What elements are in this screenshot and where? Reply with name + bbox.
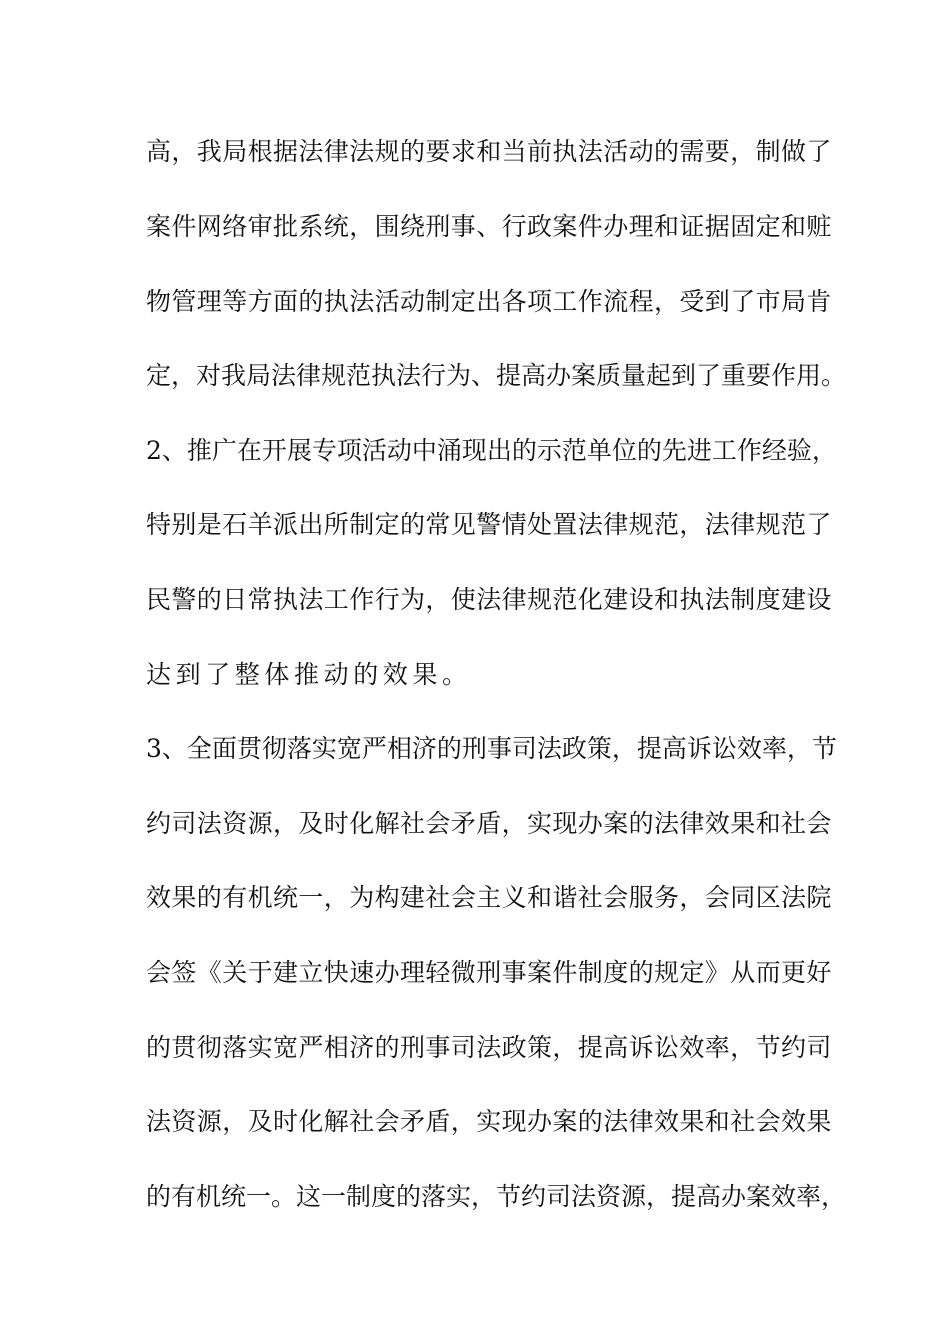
text-line: 3、全面贯彻落实宽严相济的刑事司法政策，提高诉讼效率，节 xyxy=(146,734,837,763)
text-line: 效果的有机统一，为构建社会主义和谐社会服务，会同区法院 xyxy=(146,883,832,912)
text-line: 高，我局根据法律法规的要求和当前执法活动的需要，制做了 xyxy=(146,137,832,166)
text-line: 民警的日常执法工作行为，使法律规范化建设和执法制度建设 xyxy=(146,585,832,614)
text-line: 案件网络审批系统，围绕刑事、行政案件办理和证据固定和赃 xyxy=(146,212,832,241)
text-line: 物管理等方面的执法活动制定出各项工作流程，受到了市局肯 xyxy=(146,287,832,316)
text-line: 的有机统一。这一制度的落实，节约司法资源，提高办案效率， xyxy=(146,1182,847,1211)
text-line: 2、推广在开展专项活动中涌现出的示范单位的先进工作经验， xyxy=(146,436,837,465)
text-line: 约司法资源，及时化解社会矛盾，实现办案的法律效果和社会 xyxy=(146,809,832,838)
text-line: 特别是石羊派出所制定的常见警情处置法律规范，法律规范了 xyxy=(146,510,832,539)
text-line: 法资源，及时化解社会矛盾，实现办案的法律效果和社会效果 xyxy=(146,1107,832,1136)
text-line: 会签《关于建立快速办理轻微刑事案件制度的规定》从而更好 xyxy=(146,958,832,987)
text-line: 的贯彻落实宽严相济的刑事司法政策，提高诉讼效率，节约司 xyxy=(146,1033,832,1062)
text-line: 达到了整体推动的效果。 xyxy=(146,660,472,689)
text-line: 定，对我局法律规范执法行为、提高办案质量起到了重要作用。 xyxy=(146,361,847,390)
